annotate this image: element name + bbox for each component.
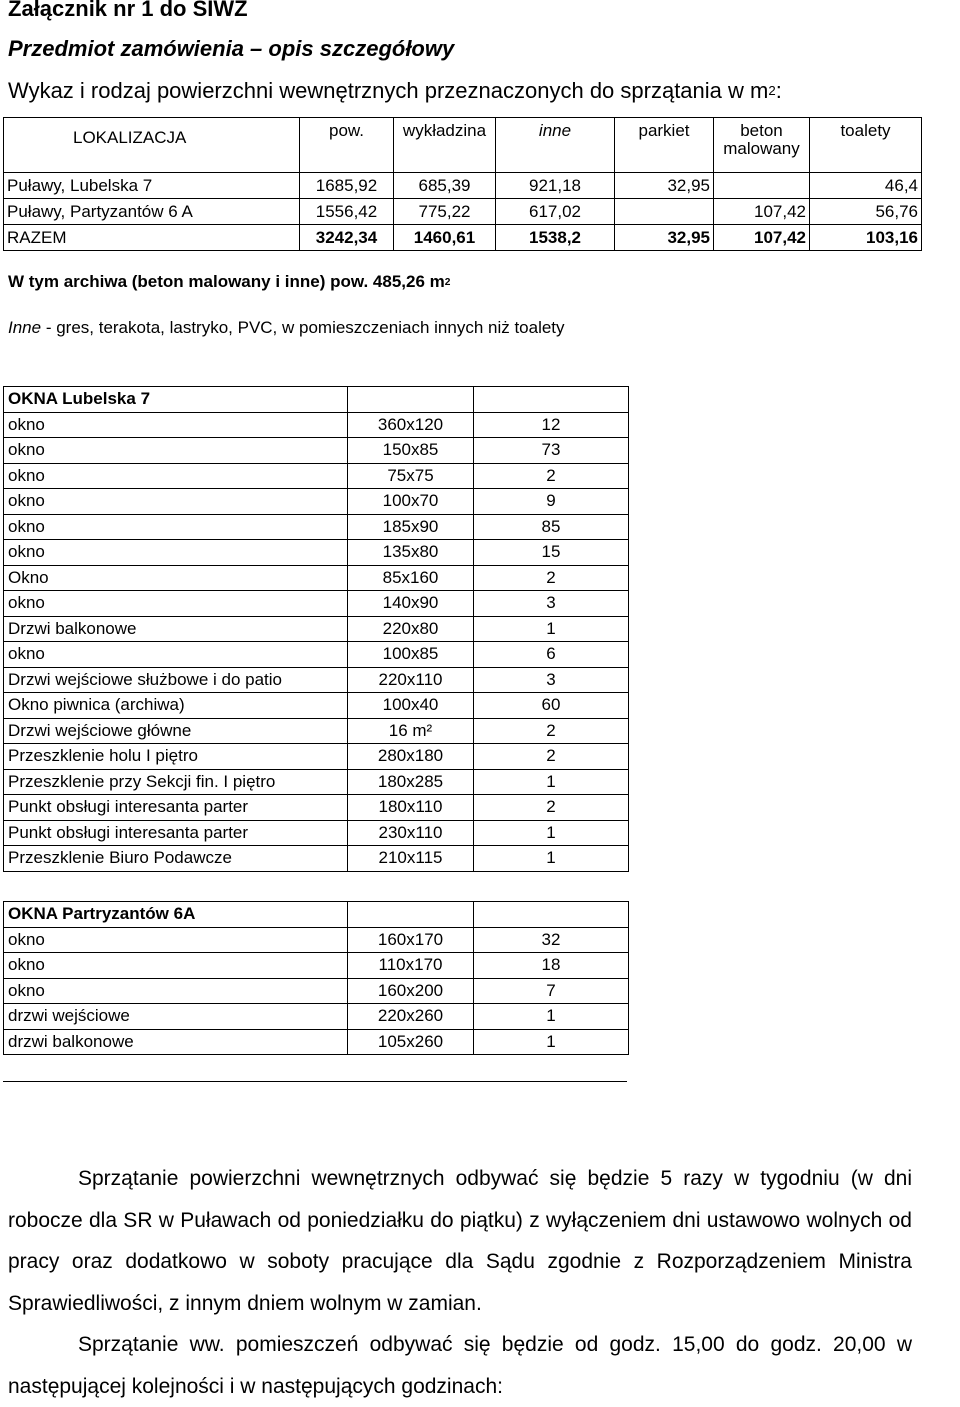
cell: 46,4 bbox=[810, 173, 922, 199]
table-row bbox=[4, 820, 629, 846]
item-size: 140x90 bbox=[348, 591, 474, 617]
item-name: okno bbox=[4, 642, 348, 668]
inne-note: Inne - gres, terakota, lastryko, PVC, w pomieszczeniach innych niż toalety bbox=[8, 318, 565, 337]
cell bbox=[714, 173, 810, 199]
table-row bbox=[4, 514, 629, 540]
item-count: 73 bbox=[474, 438, 629, 464]
item-count: 1 bbox=[474, 1029, 629, 1055]
item-size: 180x285 bbox=[348, 769, 474, 795]
table-row bbox=[4, 438, 629, 464]
item-count: 3 bbox=[474, 667, 629, 693]
windows-lubelska-table bbox=[3, 386, 629, 872]
header-pow: pow. bbox=[300, 118, 394, 173]
cell: 1538,2 bbox=[496, 225, 615, 251]
item-count: 1 bbox=[474, 769, 629, 795]
item-count: 2 bbox=[474, 463, 629, 489]
item-name: okno bbox=[4, 514, 348, 540]
item-size: 220x80 bbox=[348, 616, 474, 642]
item-count: 6 bbox=[474, 642, 629, 668]
item-count: 18 bbox=[474, 953, 629, 979]
table-row bbox=[4, 927, 629, 953]
table-row bbox=[4, 795, 629, 821]
item-size: 135x80 bbox=[348, 540, 474, 566]
cell bbox=[615, 199, 714, 225]
item-size: 220x260 bbox=[348, 1004, 474, 1030]
cell: 107,42 bbox=[714, 225, 810, 251]
cell: 32,95 bbox=[615, 173, 714, 199]
table-row bbox=[4, 591, 629, 617]
cell: 107,42 bbox=[714, 199, 810, 225]
cell: 32,95 bbox=[615, 225, 714, 251]
item-name: Drzwi wejściowe główne bbox=[4, 718, 348, 744]
archiwa-note: W tym archiwa (beton malowany i inne) pow. 485,26 $m^2$ bbox=[8, 272, 451, 291]
cleaning-hours-paragraph: Sprzątanie ww. pomieszczeń odbywać się będzie od godz. 15,00 do godz. 20,00 w następującej kolejności i w następujących godzinach: bbox=[8, 1333, 912, 1398]
item-name: okno bbox=[4, 412, 348, 438]
item-count: 1 bbox=[474, 616, 629, 642]
table-row bbox=[4, 744, 629, 770]
item-count: 1 bbox=[474, 846, 629, 872]
table-row bbox=[4, 693, 629, 719]
item-count: 7 bbox=[474, 978, 629, 1004]
cell: Puławy, Lubelska 7 bbox=[4, 173, 300, 199]
table-row bbox=[4, 463, 629, 489]
item-name: okno bbox=[4, 978, 348, 1004]
item-name: Punkt obsługi interesanta parter bbox=[4, 795, 348, 821]
windows-title-row bbox=[4, 902, 629, 928]
item-name: Punkt obsługi interesanta parter bbox=[4, 820, 348, 846]
table-row bbox=[4, 978, 629, 1004]
cell: Puławy, Partyzantów 6 A bbox=[4, 199, 300, 225]
item-size: 185x90 bbox=[348, 514, 474, 540]
cell: 1556,42 bbox=[300, 199, 394, 225]
surfaces-caption: Wykaz i rodzaj powierzchni wewnętrznych przeznaczonych do sprzątania w $m^2$: bbox=[8, 78, 782, 103]
header-toalety: toalety bbox=[810, 118, 922, 173]
item-size: 100x40 bbox=[348, 693, 474, 719]
header-inne: inne bbox=[496, 118, 615, 173]
item-count: 2 bbox=[474, 795, 629, 821]
item-name: Drzwi balkonowe bbox=[4, 616, 348, 642]
item-size: 110x170 bbox=[348, 953, 474, 979]
item-size: 160x170 bbox=[348, 927, 474, 953]
header-beton: beton malowany bbox=[714, 118, 810, 173]
table-row bbox=[4, 846, 629, 872]
item-count: 85 bbox=[474, 514, 629, 540]
item-size: 150x85 bbox=[348, 438, 474, 464]
item-size: 16 m² bbox=[348, 718, 474, 744]
cell: 3242,34 bbox=[300, 225, 394, 251]
document-subtitle: Przedmiot zamówienia – opis szczegółowy bbox=[8, 36, 455, 61]
table-row bbox=[4, 489, 629, 515]
item-name: okno bbox=[4, 489, 348, 515]
table-row bbox=[4, 173, 922, 199]
item-size: 180x110 bbox=[348, 795, 474, 821]
item-size: 75x75 bbox=[348, 463, 474, 489]
surfaces-table bbox=[3, 117, 922, 251]
cell: 1460,61 bbox=[394, 225, 496, 251]
header-wykladzina: wykładzina bbox=[394, 118, 496, 173]
item-name: Przeszklenie przy Sekcji fin. I piętro bbox=[4, 769, 348, 795]
item-name: okno bbox=[4, 438, 348, 464]
item-count: 2 bbox=[474, 744, 629, 770]
item-count: 9 bbox=[474, 489, 629, 515]
item-name: okno bbox=[4, 540, 348, 566]
item-count: 1 bbox=[474, 820, 629, 846]
table-row bbox=[4, 199, 922, 225]
item-count: 2 bbox=[474, 565, 629, 591]
table-row bbox=[4, 642, 629, 668]
header-parkiet: parkiet bbox=[615, 118, 714, 173]
item-size: 220x110 bbox=[348, 667, 474, 693]
item-size: 230x110 bbox=[348, 820, 474, 846]
windows-title-row bbox=[4, 387, 629, 413]
windows-partyzantow-table bbox=[3, 901, 629, 1055]
table-row bbox=[4, 616, 629, 642]
total-row bbox=[4, 225, 922, 251]
item-name: okno bbox=[4, 463, 348, 489]
item-count: 32 bbox=[474, 927, 629, 953]
cell: 56,76 bbox=[810, 199, 922, 225]
cell: RAZEM bbox=[4, 225, 300, 251]
header-lokalizacja: LOKALIZACJA bbox=[4, 118, 300, 173]
table-row bbox=[4, 1029, 629, 1055]
cell: 775,22 bbox=[394, 199, 496, 225]
item-name: Przeszklenie Biuro Podawcze bbox=[4, 846, 348, 872]
item-count: 3 bbox=[474, 591, 629, 617]
divider-line bbox=[3, 1081, 627, 1082]
table-row bbox=[4, 540, 629, 566]
windows-title: OKNA Partryzantów 6A bbox=[4, 902, 348, 928]
cell: 617,02 bbox=[496, 199, 615, 225]
empty-cell bbox=[348, 902, 474, 928]
windows-title: OKNA Lubelska 7 bbox=[4, 387, 348, 413]
table-row bbox=[4, 718, 629, 744]
item-name: Drzwi wejściowe służbowe i do patio bbox=[4, 667, 348, 693]
item-size: 360x120 bbox=[348, 412, 474, 438]
table-row bbox=[4, 769, 629, 795]
item-size: 160x200 bbox=[348, 978, 474, 1004]
empty-cell bbox=[474, 387, 629, 413]
item-size: 100x85 bbox=[348, 642, 474, 668]
cell: 685,39 bbox=[394, 173, 496, 199]
item-name: drzwi balkonowe bbox=[4, 1029, 348, 1055]
cell: 1685,92 bbox=[300, 173, 394, 199]
item-name: okno bbox=[4, 953, 348, 979]
item-count: 1 bbox=[474, 1004, 629, 1030]
item-count: 15 bbox=[474, 540, 629, 566]
item-size: 210x115 bbox=[348, 846, 474, 872]
item-name: drzwi wejściowe bbox=[4, 1004, 348, 1030]
item-size: 280x180 bbox=[348, 744, 474, 770]
surfaces-header-row bbox=[4, 118, 922, 173]
item-name: Okno bbox=[4, 565, 348, 591]
item-size: 105x260 bbox=[348, 1029, 474, 1055]
cleaning-schedule-paragraph: Sprzątanie powierzchni wewnętrznych odbywać się będzie 5 razy w tygodniu (w dni robocze dla SR w Puławach od poniedziałku do piątku) z wyłączeniem dni ustawowo wolnych od pracy oraz dodatkowo w soboty pracujące dla Sądu zgodnie z Rozporządzeniem Ministra Sprawiedliwości, z innym dniem wolnym w zamian. bbox=[8, 1167, 912, 1315]
item-name: okno bbox=[4, 591, 348, 617]
item-name: okno bbox=[4, 927, 348, 953]
table-row bbox=[4, 412, 629, 438]
item-count: 2 bbox=[474, 718, 629, 744]
empty-cell bbox=[474, 902, 629, 928]
item-size: 85x160 bbox=[348, 565, 474, 591]
table-row bbox=[4, 953, 629, 979]
item-name: Okno piwnica (archiwa) bbox=[4, 693, 348, 719]
cell: 921,18 bbox=[496, 173, 615, 199]
table-row bbox=[4, 565, 629, 591]
item-size: 100x70 bbox=[348, 489, 474, 515]
document-title: Załącznik nr 1 do SIWZ bbox=[8, 0, 248, 21]
item-count: 60 bbox=[474, 693, 629, 719]
cell: 103,16 bbox=[810, 225, 922, 251]
table-row bbox=[4, 667, 629, 693]
table-row bbox=[4, 1004, 629, 1030]
item-name: Przeszklenie holu I piętro bbox=[4, 744, 348, 770]
empty-cell bbox=[348, 387, 474, 413]
item-count: 12 bbox=[474, 412, 629, 438]
